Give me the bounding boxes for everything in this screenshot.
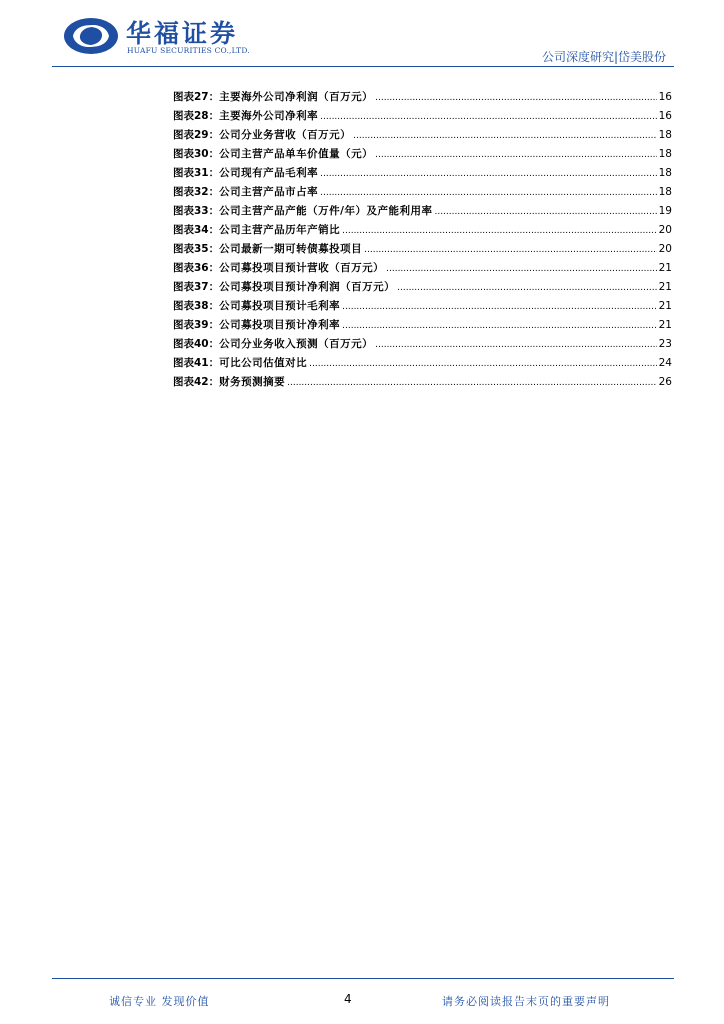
toc-entry-prefix: 图表 — [173, 262, 194, 274]
toc-entry-title: 公司分业务收入预测（百万元） — [219, 338, 374, 350]
toc-entry-page: 18 — [658, 148, 672, 160]
toc-entry-number: 42 — [194, 376, 209, 388]
toc-entry-title: 财务预测摘要 — [219, 376, 286, 388]
huafu-logo-icon — [63, 16, 119, 56]
toc-entry-leader — [320, 188, 657, 198]
logo-english-name: HUAFU SECURITIES CO.,LTD. — [127, 46, 250, 55]
toc-entry[interactable] — [173, 260, 672, 279]
toc-entry-page: 20 — [658, 224, 672, 236]
toc-entry-number: 30 — [194, 148, 209, 160]
toc-entry-leader — [397, 283, 657, 293]
toc-entry-separator: ： — [208, 205, 220, 217]
toc-entry-title: 主要海外公司净利率 — [219, 110, 319, 122]
toc-entry-separator: ： — [208, 91, 220, 103]
toc-entry[interactable] — [173, 165, 672, 184]
toc-entry-prefix: 图表 — [173, 281, 194, 293]
toc-entry-page: 16 — [658, 91, 672, 103]
toc-entry-prefix: 图表 — [173, 148, 194, 160]
toc-entry-separator: ： — [208, 243, 220, 255]
toc-entry-title: 公司募投项目预计营收（百万元） — [219, 262, 385, 274]
toc-entry-leader — [320, 169, 657, 179]
toc-entry-prefix: 图表 — [173, 338, 194, 350]
toc-entry-separator: ： — [208, 338, 220, 350]
toc-entry[interactable] — [173, 108, 672, 127]
toc-entry-separator: ： — [208, 110, 220, 122]
toc-entry-number: 31 — [194, 167, 209, 179]
toc-entry-number: 35 — [194, 243, 209, 255]
toc-entry-leader — [375, 93, 657, 103]
toc-entry-number: 27 — [194, 91, 209, 103]
toc-entry-leader — [309, 359, 657, 369]
toc-entry-page: 21 — [658, 281, 672, 293]
toc-entry-prefix: 图表 — [173, 243, 194, 255]
toc-entry[interactable] — [173, 279, 672, 298]
toc-entry[interactable] — [173, 184, 672, 203]
toc-entry-leader — [364, 245, 657, 255]
toc-entry-leader — [353, 131, 657, 141]
toc-entry[interactable] — [173, 203, 672, 222]
toc-entry-separator: ： — [208, 186, 220, 198]
toc-entry-number: 32 — [194, 186, 209, 198]
toc-entry[interactable] — [173, 89, 672, 108]
toc-entry-separator: ： — [208, 167, 220, 179]
toc-entry-leader — [320, 112, 657, 122]
toc-entry-prefix: 图表 — [173, 300, 194, 312]
toc-entry-page: 26 — [658, 376, 672, 388]
toc-entry-page: 18 — [658, 129, 672, 141]
toc-entry-page: 19 — [658, 205, 672, 217]
toc-entry-title: 主要海外公司净利润（百万元） — [219, 91, 374, 103]
toc-entry-prefix: 图表 — [173, 91, 194, 103]
toc-entry-separator: ： — [208, 300, 220, 312]
report-type-label: 公司深度研究|岱美股份 — [541, 50, 666, 64]
toc-entry-leader — [434, 207, 656, 217]
toc-entry-leader — [375, 340, 657, 350]
toc-entry-page: 23 — [658, 338, 672, 350]
footer-slogan: 诚信专业 发现价值 — [109, 995, 210, 1008]
toc-entry-separator: ： — [208, 376, 220, 388]
toc-entry-prefix: 图表 — [173, 167, 194, 179]
toc-entry[interactable] — [173, 298, 672, 317]
toc-entry-leader — [386, 264, 657, 274]
toc-entry-title: 公司最新一期可转债募投项目 — [219, 243, 363, 255]
table-of-figures — [173, 89, 672, 393]
toc-entry-title: 可比公司估值对比 — [219, 357, 308, 369]
toc-entry-prefix: 图表 — [173, 357, 194, 369]
toc-entry-number: 41 — [194, 357, 209, 369]
toc-entry-title: 公司分业务营收（百万元） — [219, 129, 352, 141]
toc-entry-separator: ： — [208, 148, 220, 160]
toc-entry-page: 21 — [658, 319, 672, 331]
toc-entry-separator: ： — [208, 281, 220, 293]
toc-entry-page: 24 — [658, 357, 672, 369]
toc-entry-number: 29 — [194, 129, 209, 141]
toc-entry-title: 公司募投项目预计净利润（百万元） — [219, 281, 396, 293]
toc-entry-page: 18 — [658, 167, 672, 179]
page-header — [0, 0, 724, 72]
toc-entry-number: 28 — [194, 110, 209, 122]
footer-disclaimer: 请务必阅读报告末页的重要声明 — [442, 995, 610, 1008]
toc-entry-number: 38 — [194, 300, 209, 312]
toc-entry-number: 33 — [194, 205, 209, 217]
toc-entry-leader — [342, 226, 657, 236]
toc-entry[interactable] — [173, 241, 672, 260]
toc-entry[interactable] — [173, 317, 672, 336]
toc-entry-title: 公司主营产品产能（万件/年）及产能利用率 — [219, 205, 433, 217]
toc-entry[interactable] — [173, 336, 672, 355]
page-number: 4 — [344, 992, 352, 1006]
toc-entry-separator: ： — [208, 262, 220, 274]
toc-entry-separator: ： — [208, 129, 220, 141]
toc-entry-prefix: 图表 — [173, 129, 194, 141]
toc-entry-title: 公司募投项目预计毛利率 — [219, 300, 341, 312]
toc-entry-number: 34 — [194, 224, 209, 236]
toc-entry-leader — [287, 378, 657, 388]
toc-entry-title: 公司主营产品市占率 — [219, 186, 319, 198]
toc-entry-prefix: 图表 — [173, 376, 194, 388]
toc-entry-prefix: 图表 — [173, 110, 194, 122]
toc-entry-prefix: 图表 — [173, 319, 194, 331]
toc-entry-leader — [342, 321, 657, 331]
toc-entry-prefix: 图表 — [173, 205, 194, 217]
toc-entry-title: 公司主营产品单车价值量（元） — [219, 148, 374, 160]
toc-entry[interactable] — [173, 127, 672, 146]
toc-entry-leader — [375, 150, 657, 160]
toc-entry-page: 16 — [658, 110, 672, 122]
toc-entry[interactable] — [173, 355, 672, 374]
toc-entry-title: 公司现有产品毛利率 — [219, 167, 319, 179]
toc-entry-prefix: 图表 — [173, 186, 194, 198]
toc-entry-number: 40 — [194, 338, 209, 350]
toc-entry-page: 18 — [658, 186, 672, 198]
footer-divider — [52, 978, 674, 979]
toc-entry-page: 20 — [658, 243, 672, 255]
toc-entry[interactable] — [173, 222, 672, 241]
toc-entry-separator: ： — [208, 319, 220, 331]
toc-entry[interactable] — [173, 146, 672, 165]
toc-entry[interactable] — [173, 374, 672, 393]
toc-entry-prefix: 图表 — [173, 224, 194, 236]
toc-entry-page: 21 — [658, 300, 672, 312]
toc-entry-title: 公司募投项目预计净利率 — [219, 319, 341, 331]
toc-entry-leader — [342, 302, 657, 312]
toc-entry-number: 39 — [194, 319, 209, 331]
logo-chinese-name: 华福证券 — [126, 19, 239, 48]
toc-entry-separator: ： — [208, 224, 220, 236]
header-divider — [52, 66, 674, 67]
toc-entry-number: 36 — [194, 262, 209, 274]
toc-entry-separator: ： — [208, 357, 220, 369]
toc-entry-page: 21 — [658, 262, 672, 274]
toc-entry-title: 公司主营产品历年产销比 — [219, 224, 341, 236]
toc-entry-number: 37 — [194, 281, 209, 293]
